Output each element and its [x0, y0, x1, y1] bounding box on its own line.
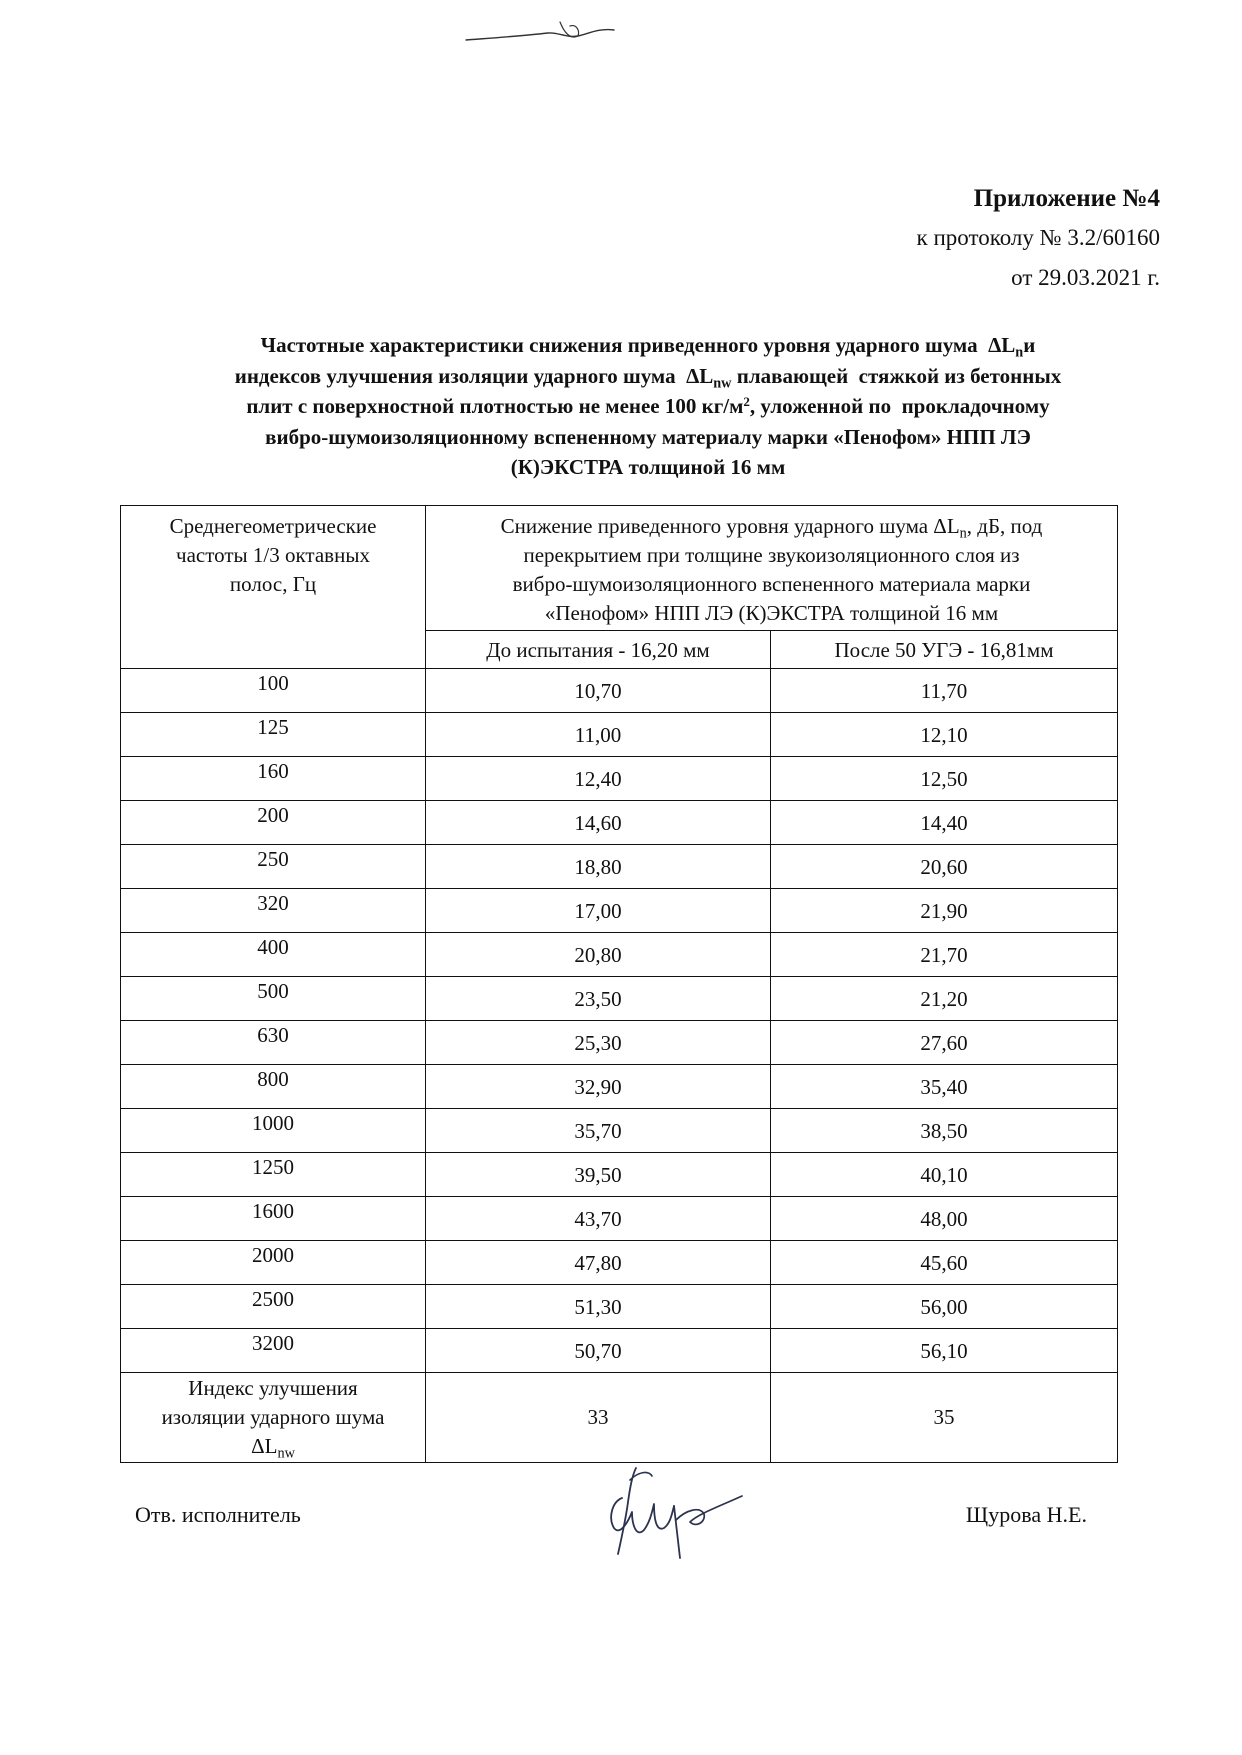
table-header-row	[121, 506, 1118, 631]
frequency-cell: 1250	[121, 1153, 426, 1197]
text-segment: плит с поверхностной плотностью не менее 100 кг/м	[246, 394, 744, 418]
after-test-value: 12,50	[771, 757, 1118, 801]
table-row	[121, 1329, 1118, 1373]
flourish-drawing	[462, 14, 618, 54]
index-before-value: 33	[426, 1373, 771, 1463]
before-test-value: 18,80	[426, 845, 771, 889]
before-test-value: 32,90	[426, 1065, 771, 1109]
table-body	[121, 669, 1118, 1373]
after-test-value: 21,20	[771, 977, 1118, 1021]
signature-stroke	[611, 1498, 674, 1532]
text-segment: индексов улучшения изоляции ударного шума ΔL	[234, 363, 714, 388]
noise-reduction-table	[120, 505, 1118, 1463]
subscript: n	[1015, 344, 1024, 361]
protocol-date: от 29.03.2021 г.	[1011, 265, 1160, 290]
text-segment: перекрытием при толщине звукоизоляционного слоя из	[523, 543, 1020, 567]
text-line	[121, 1432, 425, 1461]
signature-stroke	[676, 1496, 742, 1524]
document-title	[148, 330, 1148, 483]
after-test-value: 56,10	[771, 1329, 1118, 1373]
reduction-column-header	[426, 506, 1118, 631]
before-test-value: 11,00	[426, 713, 771, 757]
executor-name: Щурова Н.Е.	[965, 1502, 1087, 1527]
text-segment: ΔL	[251, 1434, 278, 1458]
frequency-cell: 125	[121, 713, 426, 757]
before-test-value: 35,70	[426, 1109, 771, 1153]
before-test-value: 10,70	[426, 669, 771, 713]
table-row	[121, 933, 1118, 977]
after-test-value: 21,90	[771, 889, 1118, 933]
table-row	[121, 757, 1118, 801]
before-test-column-header: До испытания - 16,20 мм	[426, 631, 771, 669]
after-test-value: 48,00	[771, 1197, 1118, 1241]
text-line	[426, 570, 1117, 599]
text-line	[121, 541, 425, 570]
signature	[592, 1462, 748, 1566]
frequency-column-header	[121, 506, 426, 669]
text-segment: Индекс улучшения	[188, 1376, 358, 1400]
text-line	[148, 452, 1148, 483]
table-row	[121, 1021, 1118, 1065]
subscript: n	[959, 525, 967, 542]
before-test-value: 25,30	[426, 1021, 771, 1065]
subscript: nw	[277, 1445, 295, 1462]
frequency-cell: 500	[121, 977, 426, 1021]
text-line	[121, 1374, 425, 1403]
before-test-value: 23,50	[426, 977, 771, 1021]
frequency-cell: 800	[121, 1065, 426, 1109]
signature-drawing	[592, 1462, 748, 1566]
text-segment: изоляции ударного шума	[161, 1405, 385, 1429]
text-segment: Среднегеометрические	[169, 514, 377, 538]
text-line	[148, 391, 1148, 422]
after-test-value: 56,00	[771, 1285, 1118, 1329]
before-test-value: 39,50	[426, 1153, 771, 1197]
table-row	[121, 1153, 1118, 1197]
appendix-header	[917, 180, 1160, 298]
before-test-value: 47,80	[426, 1241, 771, 1285]
text-segment: полос, Гц	[229, 572, 317, 596]
after-test-value: 35,40	[771, 1065, 1118, 1109]
frequency-cell: 100	[121, 669, 426, 713]
protocol-reference: к протоколу № 3.2/60160	[916, 225, 1160, 250]
table-row	[121, 977, 1118, 1021]
table-row	[121, 1241, 1118, 1285]
table-row	[121, 801, 1118, 845]
before-test-value: 20,80	[426, 933, 771, 977]
frequency-cell: 630	[121, 1021, 426, 1065]
before-test-value: 17,00	[426, 889, 771, 933]
executor-label: Отв. исполнитель	[135, 1502, 301, 1527]
before-test-value: 51,30	[426, 1285, 771, 1329]
table-row	[121, 669, 1118, 713]
before-test-value: 14,60	[426, 801, 771, 845]
before-test-value: 12,40	[426, 757, 771, 801]
text-line	[121, 1403, 425, 1432]
table-row	[121, 1109, 1118, 1153]
superscript: 2	[743, 393, 750, 409]
text-segment: частоты 1/3 октавных	[176, 543, 370, 567]
index-after-value: 35	[771, 1373, 1118, 1463]
text-segment: , уложенной по прокладочному	[749, 394, 1050, 418]
appendix-title: Приложение №4	[973, 185, 1160, 212]
text-line	[426, 599, 1117, 628]
signature-stroke	[618, 1468, 636, 1554]
frequency-cell: 1600	[121, 1197, 426, 1241]
text-line	[426, 512, 1117, 541]
after-test-value: 14,40	[771, 801, 1118, 845]
table-index-section	[121, 1373, 1118, 1463]
index-row	[121, 1373, 1118, 1463]
text-segment: , дБ, под	[966, 514, 1043, 538]
after-test-column-header: После 50 УГЭ - 16,81мм	[771, 631, 1118, 669]
text-segment: (К)ЭКСТРА толщиной 16 мм	[510, 455, 786, 479]
table-row	[121, 845, 1118, 889]
frequency-cell: 200	[121, 801, 426, 845]
frequency-cell: 1000	[121, 1109, 426, 1153]
text-line	[121, 512, 425, 541]
frequency-cell: 160	[121, 757, 426, 801]
frequency-cell: 250	[121, 845, 426, 889]
after-test-value: 21,70	[771, 933, 1118, 977]
after-test-value: 40,10	[771, 1153, 1118, 1197]
text-line	[148, 422, 1148, 453]
text-segment: «Пенофом» НПП ЛЭ (К)ЭКСТРА толщиной 16 мм	[544, 601, 999, 625]
signature-stroke	[674, 1506, 680, 1558]
text-segment: Снижение приведенного уровня ударного шума ΔL	[500, 514, 960, 538]
table-row	[121, 889, 1118, 933]
frequency-cell: 400	[121, 933, 426, 977]
text-line	[148, 361, 1148, 392]
after-test-value: 20,60	[771, 845, 1118, 889]
table-row	[121, 1197, 1118, 1241]
frequency-cell: 320	[121, 889, 426, 933]
index-label-cell	[121, 1373, 426, 1463]
after-test-value: 27,60	[771, 1021, 1118, 1065]
frequency-cell: 2000	[121, 1241, 426, 1285]
table-row	[121, 1065, 1118, 1109]
frequency-cell: 2500	[121, 1285, 426, 1329]
text-segment: вибро-шумоизоляционному вспененному материалу марки «Пенофом» НПП ЛЭ	[265, 424, 1031, 449]
flourish-stroke	[466, 30, 614, 40]
text-segment: плавающей стяжкой из бетонных	[731, 363, 1062, 388]
text-segment: и	[1023, 333, 1036, 357]
after-test-value: 45,60	[771, 1241, 1118, 1285]
before-test-value: 43,70	[426, 1197, 771, 1241]
text-segment: Частотные характеристики снижения приведенного уровня ударного шума ΔL	[260, 333, 1016, 357]
before-test-value: 50,70	[426, 1329, 771, 1373]
after-test-value: 11,70	[771, 669, 1118, 713]
text-line	[426, 541, 1117, 570]
text-line	[148, 330, 1148, 361]
table-row	[121, 713, 1118, 757]
frequency-cell: 3200	[121, 1329, 426, 1373]
text-segment: вибро-шумоизоляционного вспененного материала марки	[512, 572, 1031, 596]
text-line	[121, 570, 425, 599]
subscript: nw	[713, 374, 732, 391]
after-test-value: 12,10	[771, 713, 1118, 757]
top-handwritten-flourish	[462, 14, 618, 54]
after-test-value: 38,50	[771, 1109, 1118, 1153]
table-row	[121, 1285, 1118, 1329]
